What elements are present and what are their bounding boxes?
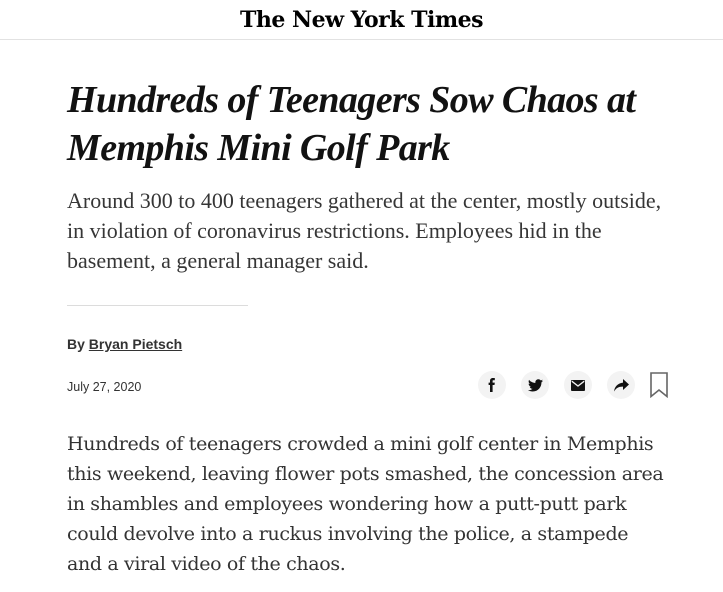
author-link[interactable]: Bryan Pietsch xyxy=(88,336,183,352)
masthead xyxy=(0,0,723,40)
byline xyxy=(67,336,182,352)
article-headline: Hundreds of Teenagers Sow Chaos at Memphis Mini Golf Park xyxy=(67,79,636,169)
article-body-paragraph: Hundreds of teenagers crowded a mini golf center in Memphis this weekend, leaving flower pots smashed, the concession area in shambles and employees wondering how a putt-putt park could devolve into a ruckus involving the police, a stampede and a viral video of the chaos. xyxy=(67,433,664,575)
divider xyxy=(67,305,248,306)
share-arrow-icon xyxy=(614,379,629,392)
twitter-icon xyxy=(528,379,543,392)
article-summary: Around 300 to 400 teenagers gathered at the center, mostly outside, in violation of coronavirus restrictions. Employees hid in the basement, a general manager said. xyxy=(67,188,662,273)
bookmark-button[interactable] xyxy=(650,372,670,400)
bookmark-icon xyxy=(650,372,668,398)
more-share-button[interactable] xyxy=(607,371,635,399)
facebook-icon xyxy=(485,378,499,392)
email-share-button[interactable] xyxy=(564,371,592,399)
nyt-logo[interactable]: The New York Times xyxy=(239,6,484,33)
email-icon xyxy=(571,380,585,391)
facebook-share-button[interactable] xyxy=(478,371,506,399)
byline-prefix: By xyxy=(67,336,85,352)
twitter-share-button[interactable] xyxy=(521,371,549,399)
publish-date: July 27, 2020 xyxy=(67,380,142,394)
